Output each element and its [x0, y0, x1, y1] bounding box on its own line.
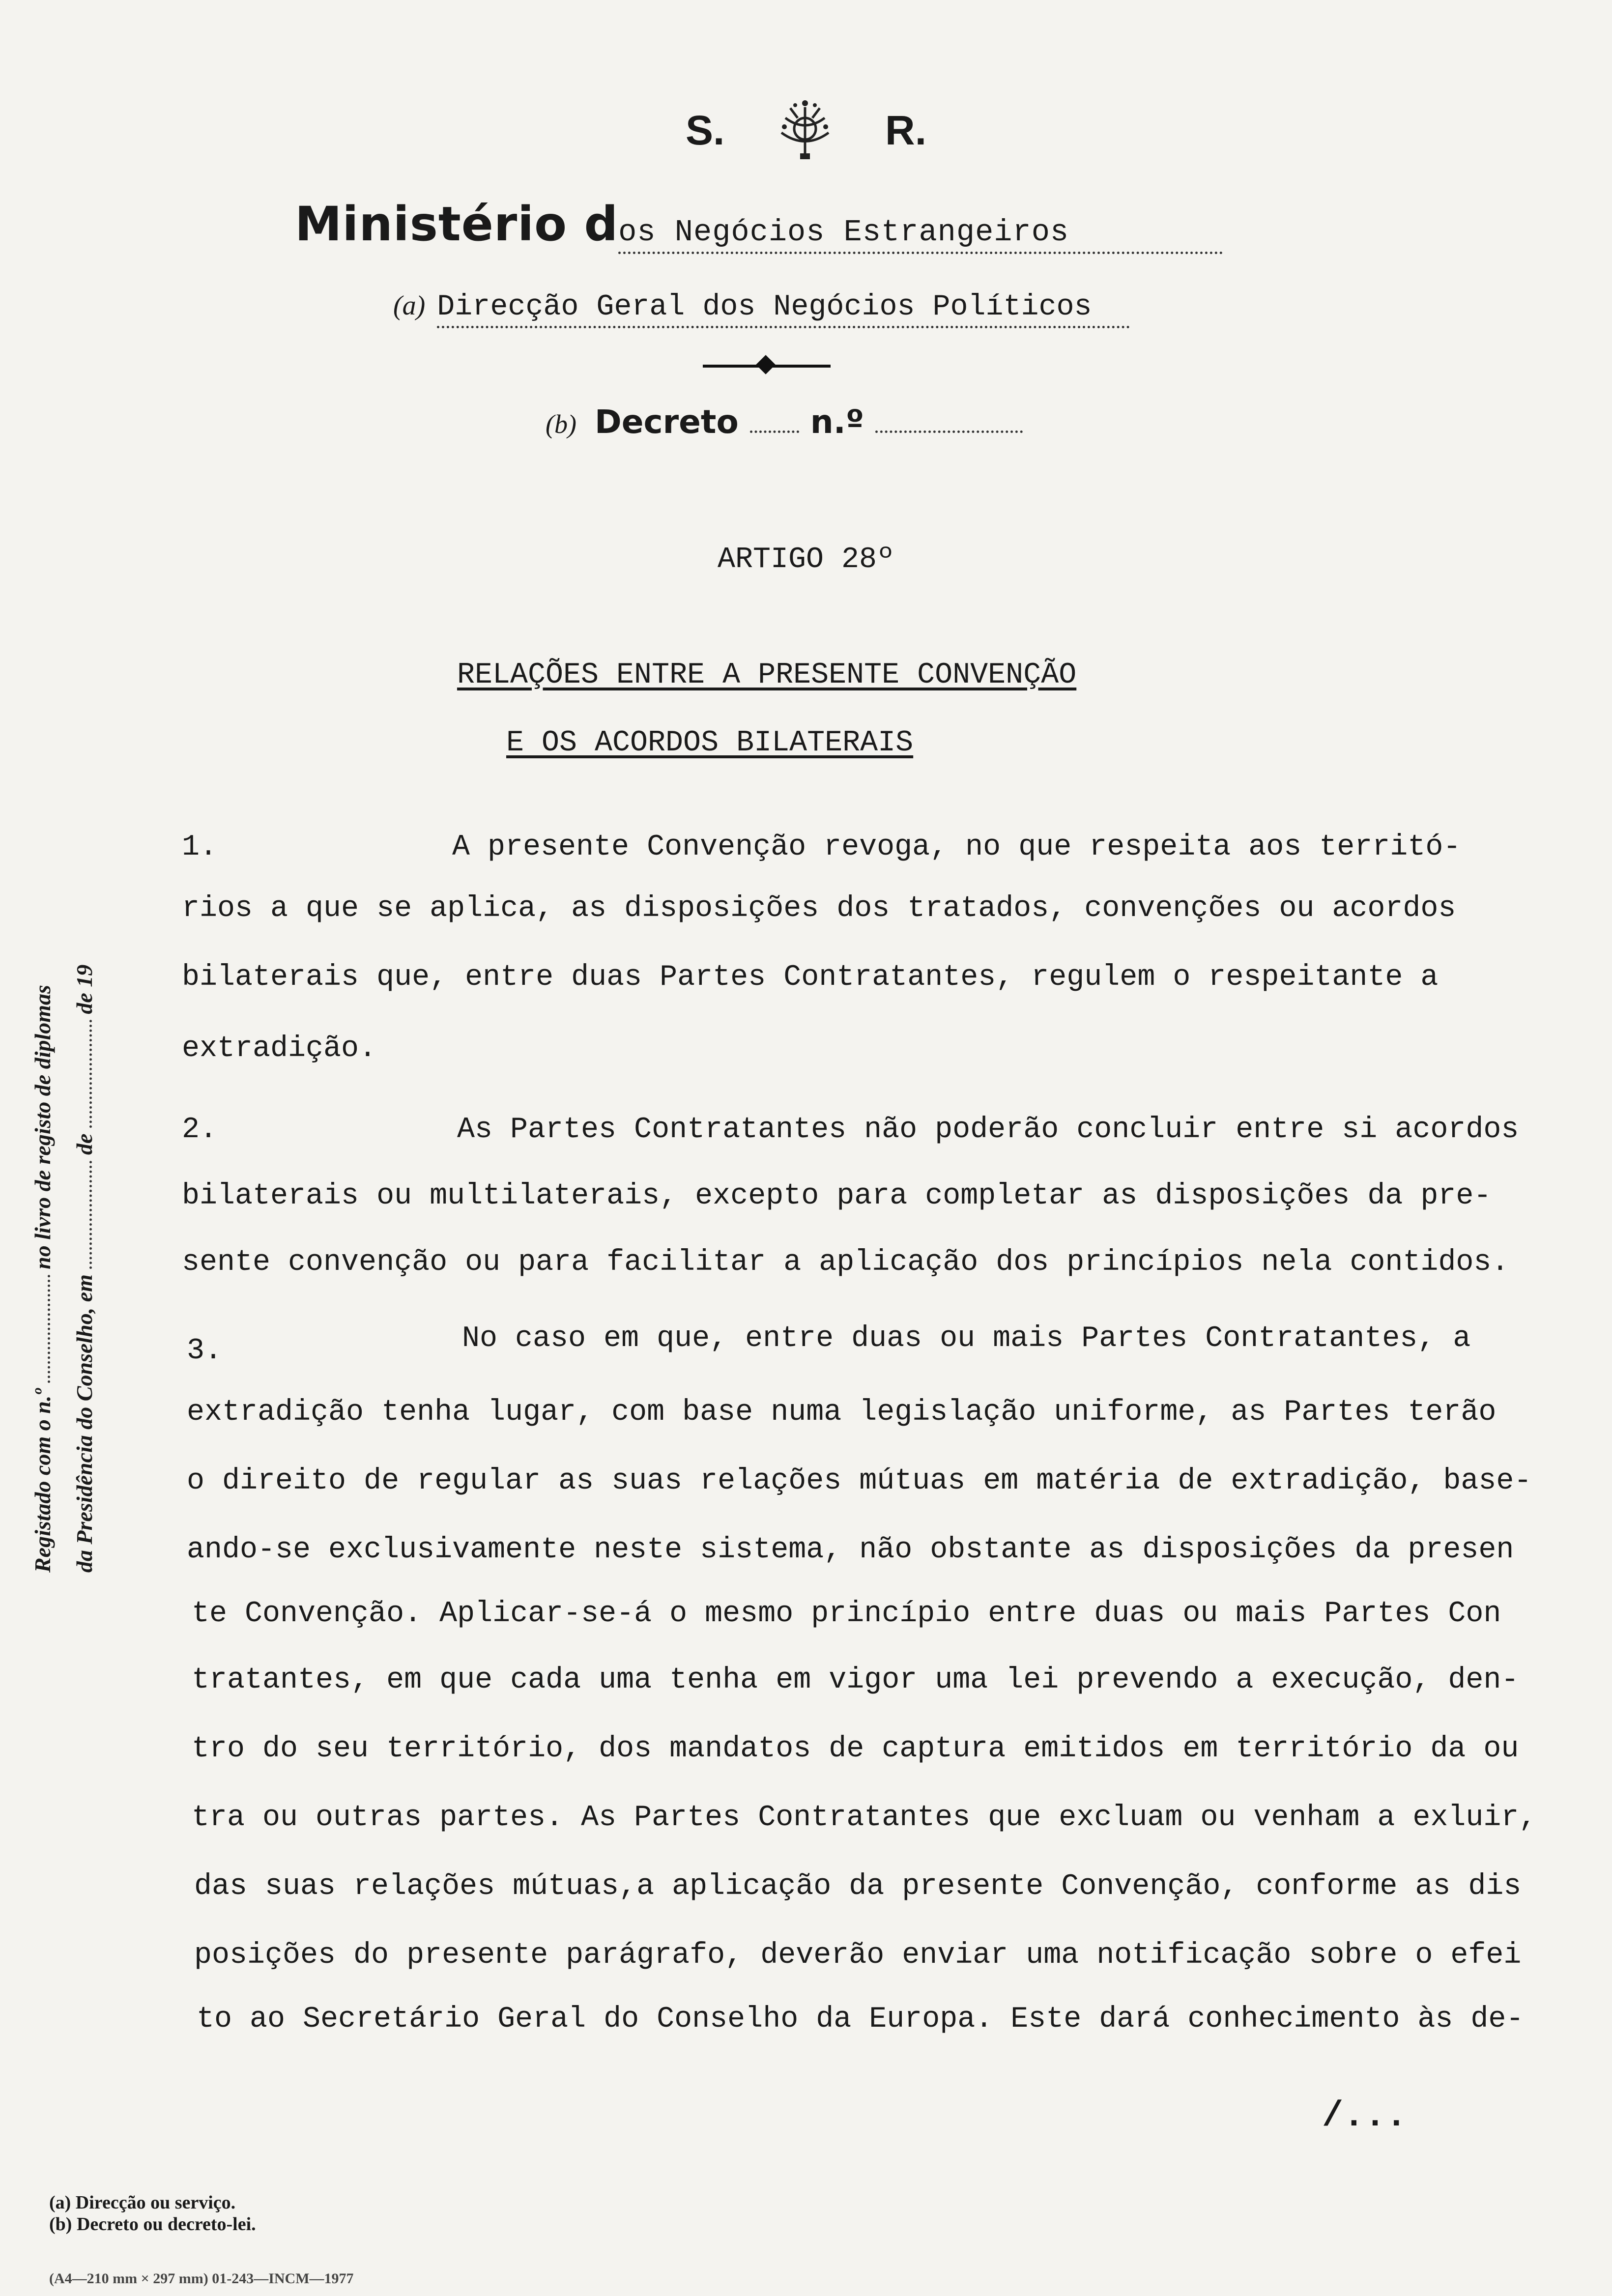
- direccao-typed-field: Direcção Geral dos Negócios Políticos: [437, 290, 1130, 328]
- article-title-line1: RELAÇÕES ENTRE A PRESENTE CONVENÇÃO: [457, 659, 1077, 692]
- decreto-text: Decreto: [594, 403, 739, 441]
- paragraph-line: sente convenção ou para facilitar a aplicação dos princípios nela contidos.: [182, 1246, 1509, 1279]
- margin-number-blank: [48, 1275, 50, 1383]
- paragraph-line: bilaterais ou multilaterais, excepto para completar as disposições da pre-: [182, 1179, 1492, 1213]
- paragraph-number: 1.: [182, 831, 218, 864]
- header-letter-s: S.: [685, 107, 725, 153]
- margin-month-blank: [89, 1020, 92, 1128]
- footnote-b: (b) Decreto ou decreto-lei.: [49, 2214, 256, 2235]
- paragraph-line: das suas relações mútuas,a aplicação da presente Convenção, conforme as dis: [194, 1870, 1522, 1903]
- header-divider: [703, 365, 831, 368]
- coat-of-arms-icon: [771, 98, 839, 162]
- ministry-line: [295, 197, 1223, 254]
- republic-header: [0, 98, 1612, 162]
- margin-year-label: de 19: [72, 964, 97, 1014]
- margin-day-blank: [89, 1161, 92, 1269]
- paragraph-line: to ao Secretário Geral do Conselho da Europa. Este dará conhecimento às de-: [197, 2003, 1524, 2036]
- decreto-blank: [750, 430, 799, 433]
- paragraph-line: te Convenção. Aplicar-se-á o mesmo princípio entre duas ou mais Partes Con: [192, 1597, 1501, 1631]
- decreto-number-blank: [875, 430, 1023, 433]
- decreto-label: (b): [546, 409, 576, 439]
- paragraph-line: bilaterais que, entre duas Partes Contratantes, regulem o respeitante a: [182, 961, 1439, 994]
- continuation-mark: /...: [1322, 2096, 1407, 2136]
- paragraph-line: extradição tenha lugar, com base numa legislação uniforme, as Partes terão: [187, 1396, 1497, 1429]
- paragraph-line: posições do presente parágrafo, deverão enviar uma notificação sobre o efei: [194, 1939, 1522, 1972]
- divider-diamond-icon: [756, 355, 776, 374]
- paragraph-line: tra ou outras partes. As Partes Contratantes que excluam ou venham a exluir,: [192, 1801, 1537, 1835]
- print-info: (A4—210 mm × 297 mm) 01-243—INCM—1977: [49, 2270, 354, 2287]
- paragraph-line: rios a que se aplica, as disposições dos tratados, convenções ou acordos: [182, 892, 1456, 925]
- ministry-prefix: Ministério d: [295, 197, 619, 252]
- margin-registered-label: Registado com o n.º: [30, 1388, 55, 1573]
- paragraph-number: 3.: [187, 1334, 223, 1368]
- decreto-number-label: n.º: [810, 403, 864, 441]
- margin-presidency-label: da Presidência do Conselho, em: [72, 1274, 97, 1573]
- paragraph-line: A presente Convenção revoga, no que respeita aos territó-: [452, 831, 1461, 864]
- footnotes: [49, 2192, 256, 2235]
- article-heading: ARTIGO 28º: [717, 543, 895, 576]
- registration-margin-text: [29, 965, 97, 1573]
- paragraph-line: tratantes, em que cada uma tenha em vigor uma lei prevendo a execução, den-: [192, 1664, 1519, 1697]
- article-title-line2: E OS ACORDOS BILATERAIS: [506, 726, 914, 760]
- paragraph-line: tro do seu território, dos mandatos de captura emitidos em território da ou: [192, 1732, 1519, 1766]
- paragraph-line: No caso em que, entre duas ou mais Partes Contratantes, a: [462, 1322, 1471, 1355]
- decreto-line: [546, 403, 1023, 441]
- header-letter-r: R.: [885, 107, 927, 153]
- direccao-label: (a): [393, 290, 426, 321]
- paragraph-line: As Partes Contratantes não poderão concluir entre si acordos: [457, 1113, 1519, 1147]
- margin-row-2: [71, 965, 97, 1573]
- paragraph-line: extradição.: [182, 1032, 377, 1065]
- margin-row-1: [29, 965, 56, 1573]
- margin-book-label: no livro de registo de diplomas: [30, 985, 55, 1269]
- paragraph-number: 2.: [182, 1113, 218, 1147]
- margin-de-label: de: [72, 1133, 97, 1155]
- direccao-line: [393, 290, 1130, 328]
- paragraph-line: ando-se exclusivamente neste sistema, não obstante as disposições da presen: [187, 1533, 1514, 1567]
- paragraph-line: o direito de regular as suas relações mútuas em matéria de extradição, base-: [187, 1464, 1532, 1498]
- ministry-typed-field: os Negócios Estrangeiros: [618, 215, 1223, 254]
- footnote-a: (a) Direcção ou serviço.: [49, 2192, 236, 2213]
